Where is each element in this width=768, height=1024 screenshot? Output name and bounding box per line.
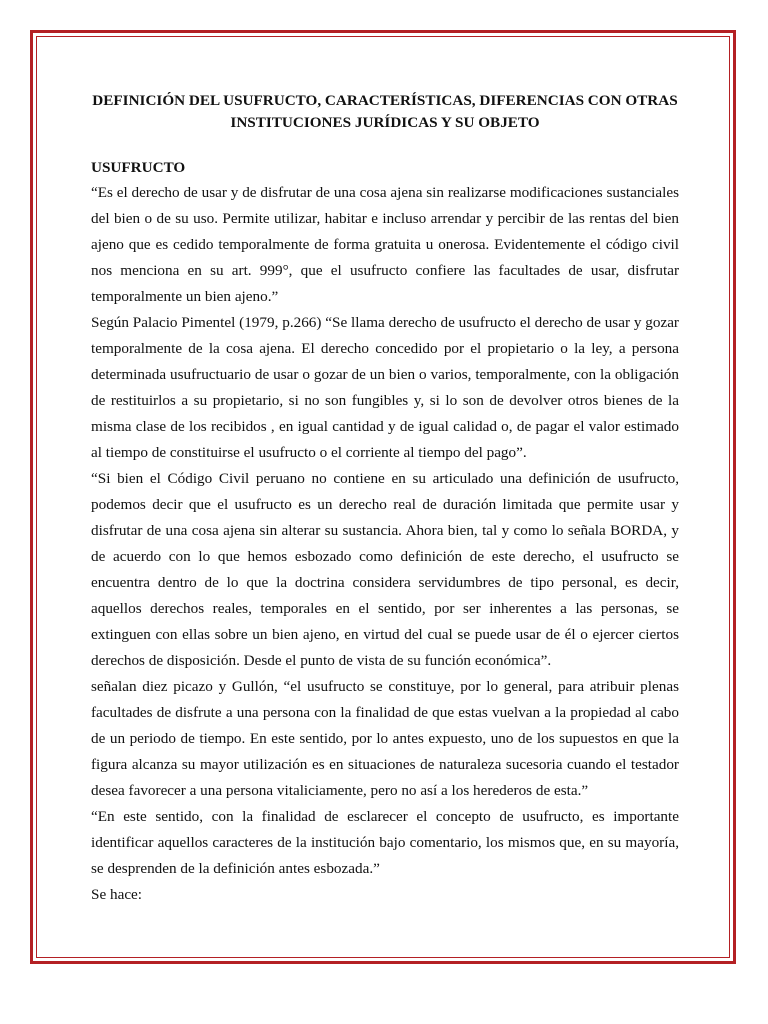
paragraph-caracteres: “En este sentido, con la finalidad de esclarecer el concepto de usufructo, es importante identificar aquellos caracteres de la institución bajo comentario, los mismos que, en su mayoría, se desprenden de la definición antes esbozada.” [91, 808, 679, 877]
paragraph-codigo-civil: “Si bien el Código Civil peruano no contiene en su articulado una definición de usufructo, podemos decir que el usufructo es un derecho real de duración limitada que permite usar y disfrutar de una cosa ajena sin alterar su sustancia. Ahora bien, tal y como lo señala BORDA, y de acuerdo con lo que hemos esbozado como definición de este derecho, el usufructo se encuentra dentro de lo que la doctrina considera servidumbres de tipo personal, es decir, aquellos derechos reales, temporales en el sentido, por ser inherentes a las personas, se extinguen con ellas sobre un bien ajeno, en virtud del cual se puede usar de él o ejercer ciertos derechos de disposición. Desde el punto de vista de su función económica”. [91, 470, 679, 669]
paragraph-palacio-pimentel: Según Palacio Pimentel (1979, p.266) “Se llama derecho de usufructo el derecho de usar y gozar temporalmente de la cosa ajena. El derecho concedido por el propietario o la ley, a persona determinada usufructuario de usar o gozar de un bien o varios, temporalmente, con la obligación de restituirlos a su propietario, si no son fungibles y, si lo son de devolver otros bienes de la misma clase de los recibidos , en igual cantidad y de igual calidad o, de pagar el valor estimado al tiempo de constituirse el usufructo o el corriente al tiempo del pago”. [91, 314, 679, 461]
paragraph-diez-picazo: señalan diez picazo y Gullón, “el usufructo se constituye, por lo general, para atribuir plenas facultades de disfrute a una persona con la finalidad de que estas vuelvan a la propiedad al cabo de un periodo de tiempo. En este sentido, por lo antes expuesto, uno de los supuestos en que la figura alcanza su mayor utilización es en situaciones de naturaleza sucesoria cuando el testador desea favorecer a una persona vitaliciamente, pero no así a los herederos de esta.” [91, 678, 679, 799]
document-title: DEFINICIÓN DEL USUFRUCTO, CARACTERÍSTICAS, DIFERENCIAS CON OTRAS INSTITUCIONES JURÍDICAS Y SU OBJETO [92, 92, 678, 131]
paragraph-definition: “Es el derecho de usar y de disfrutar de una cosa ajena sin realizarse modificaciones sustanciales del bien o de su uso. Permite utilizar, habitar e incluso arrendar y percibir de las rentas del bien ajeno que es cedido temporalmente de forma gratuita u onerosa. Evidentemente el código civil nos menciona en su art. 999°, que el usufructo confiere las facultades de usar, disfrutar temporalmente un bien ajeno.” [91, 184, 679, 305]
paragraph-se-hace: Se hace: [91, 886, 143, 903]
section-heading: USUFRUCTO [91, 159, 186, 176]
document-body [91, 90, 679, 908]
